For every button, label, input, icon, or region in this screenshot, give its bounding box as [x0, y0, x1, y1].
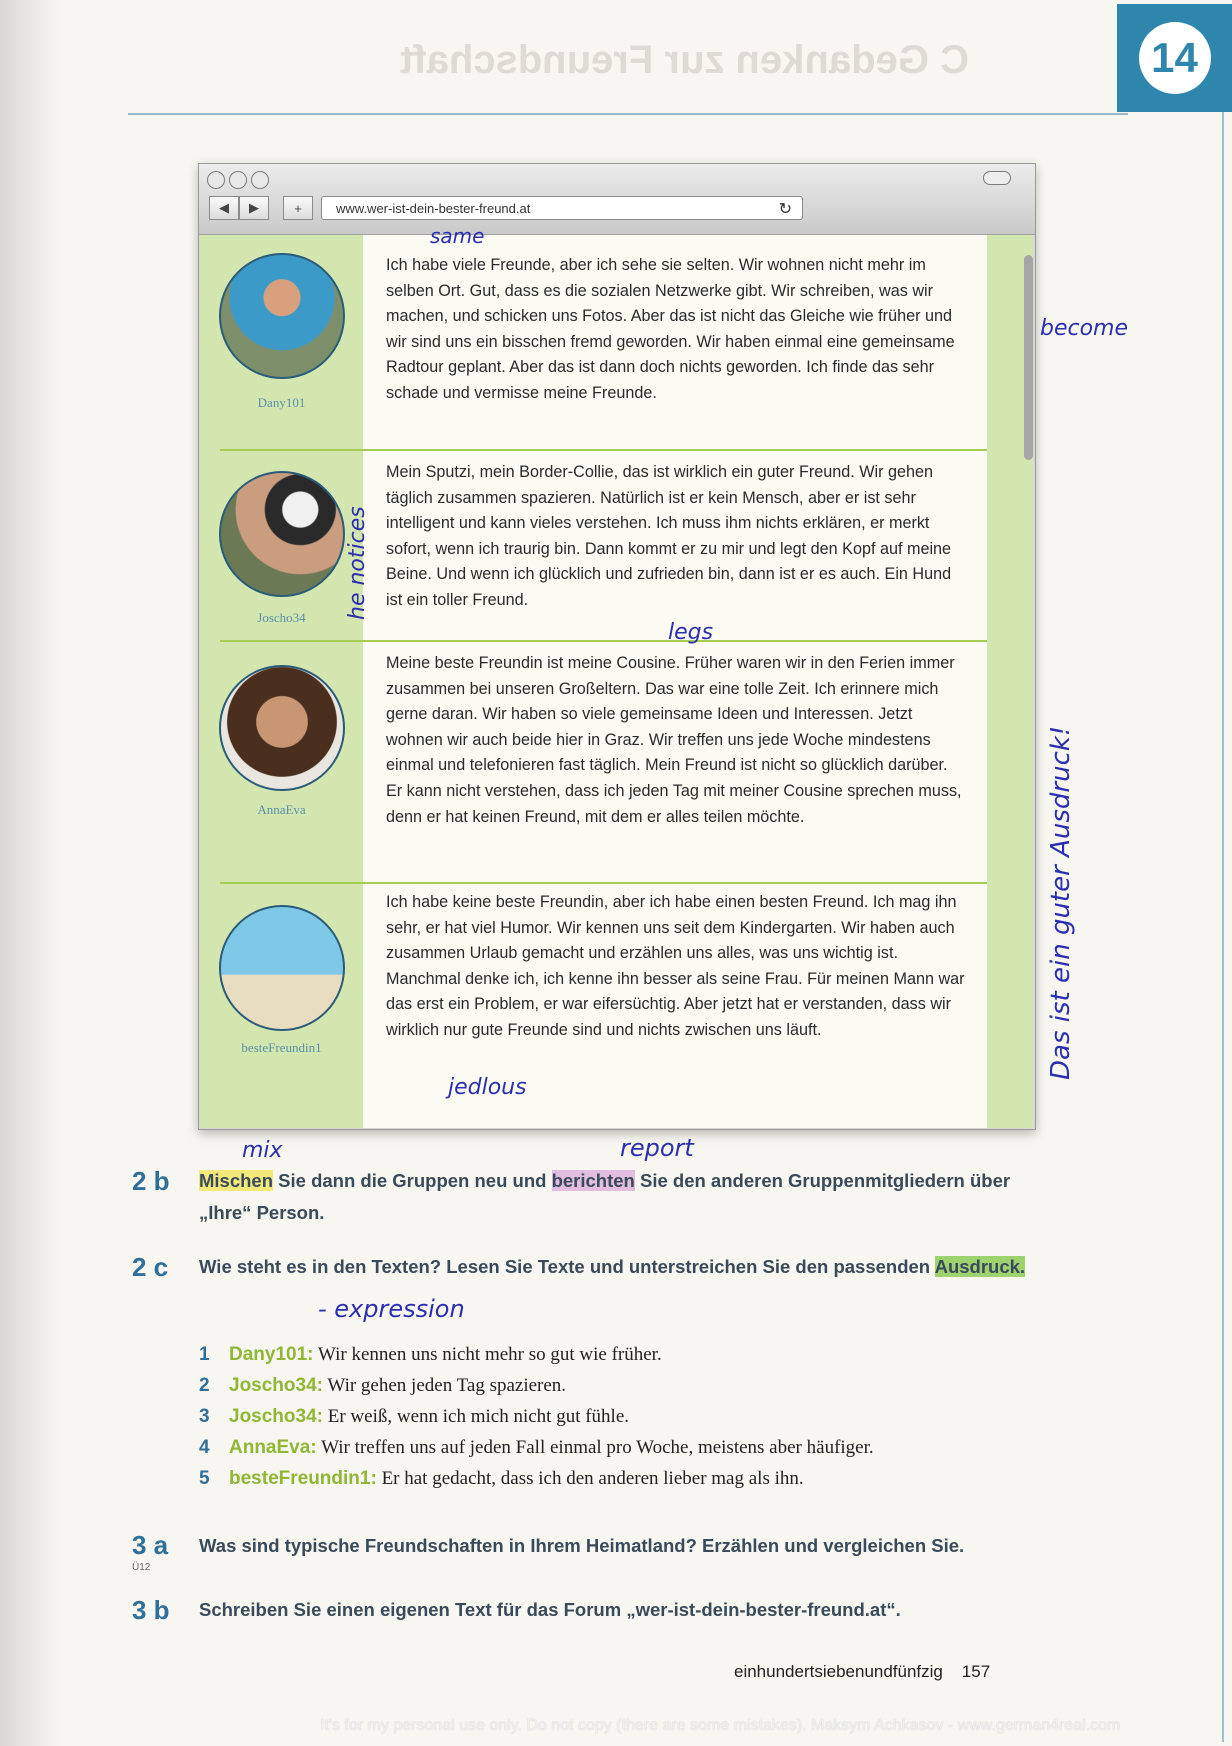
- page-binding-shadow: [0, 0, 60, 1746]
- list-item: 3 Joscho34: Er weiß, wenn ich mich nicht gut fühle.: [199, 1406, 630, 1427]
- page-word: einhundertsiebenundfünfzig: [734, 1662, 943, 1681]
- list-item: 2 Joscho34: Wir gehen jeden Tag spazieren.: [199, 1375, 567, 1396]
- task-2b-part: Sie dann die Gruppen neu und: [273, 1170, 552, 1191]
- new-tab-button[interactable]: +: [283, 196, 313, 220]
- task-3a-text: Was sind typische Freundschaften in Ihrem Heimatland? Erzählen und vergleichen Sie.: [199, 1535, 965, 1556]
- task-number: 3 a: [132, 1530, 169, 1560]
- browser-window: [198, 163, 1036, 1130]
- close-dot-icon[interactable]: [207, 171, 225, 189]
- highlight-mischen: Mischen: [199, 1170, 274, 1191]
- address-bar[interactable]: [321, 196, 803, 220]
- task-2b-text: [199, 1165, 1059, 1229]
- post-separator: [220, 882, 987, 884]
- annotation-become: become: [1040, 316, 1129, 341]
- unit-badge: [1117, 4, 1232, 112]
- page-footer: [734, 1662, 990, 1682]
- url-text: www.wer-ist-dein-bester-freund.at: [336, 201, 531, 216]
- header-rule: [128, 113, 1128, 115]
- list-item: 1 Dany101: Wir kennen uns nicht mehr so gut wie früher.: [199, 1344, 662, 1365]
- annotation-jealous: jedlous: [448, 1075, 527, 1100]
- highlight-ausdruck: Ausdruck.: [934, 1256, 1026, 1277]
- task-reference: Ü12: [132, 1562, 151, 1573]
- task-number: 2 c: [132, 1252, 169, 1282]
- post-separator: [220, 640, 987, 642]
- task-2c-part: Wie steht es in den Texten? Lesen Sie Texte und unterstreichen Sie den passenden: [199, 1256, 935, 1277]
- back-button[interactable]: ◀: [209, 196, 239, 220]
- annotation-report: report: [620, 1134, 694, 1162]
- scrollbar-thumb[interactable]: [1024, 255, 1033, 460]
- avatar: [219, 471, 345, 597]
- reload-icon[interactable]: ↻: [778, 201, 792, 218]
- task-2b-part: Sie den anderen Gruppenmitgliedern über „Ihre“ Person.: [199, 1170, 1011, 1223]
- list-item: 4 AnnaEva: Wir treffen uns auf jeden Fall einmal pro Woche, meistens aber häufiger.: [199, 1437, 874, 1458]
- watermark: It's for my personal use only. Do not copy (there are some mistakes). Maksym Achkasov - www.german4real.com: [320, 1717, 1121, 1734]
- annotation-expression: - expression: [318, 1295, 465, 1323]
- maximize-dot-icon[interactable]: [251, 171, 269, 189]
- task-number: 2 b: [132, 1166, 170, 1196]
- task-3b-text: Schreiben Sie einen eigenen Text für das Forum „wer-ist-dein-bester-freund.at“.: [199, 1599, 901, 1620]
- browser-titlebar: [199, 164, 1035, 235]
- forward-button[interactable]: ▶: [239, 196, 269, 220]
- minimize-dot-icon[interactable]: [229, 171, 247, 189]
- annotation-margin-note: Das ist ein guter Ausdruck!: [1046, 725, 1076, 1080]
- annotation-he-notices: he notices: [345, 506, 370, 620]
- statement-list: [199, 1344, 1099, 1499]
- annotation-legs: legs: [668, 620, 714, 645]
- forum-content: [200, 235, 1033, 1128]
- post-username: Joscho34: [257, 610, 306, 625]
- post-text: Ich habe viele Freunde, aber ich sehe sie selten. Wir wohnen nicht mehr im selben Ort. Gut, dass es die sozialen Netzwerke gibt. Wir schreiben, was wir machen, und schicken uns Fotos. Aber das ist nicht das Gleiche wie früher und wir sind uns ein bisschen fremd geworden. Wir haben einmal eine gemeinsame Radtour geplant. Aber das ist dann doch nichts geworden. Ich finde das sehr schade und vermisse meine Freunde.: [386, 256, 955, 402]
- avatar: [219, 905, 345, 1031]
- post-username: Dany101: [257, 395, 306, 410]
- task-2c-text: [199, 1251, 1059, 1283]
- post-text: Mein Sputzi, mein Border-Collie, das ist wirklich ein guter Freund. Wir gehen täglich zusammen spazieren. Natürlich ist er kein Mensch, aber er ist sehr intelligent und kann vieles verstehen. Ich muss ihm nichts erklären, er merkt sofort, wenn ich traurig bin. Dann kommt er zu mir und legt den Kopf auf meine Beine. Und wenn ich glücklich und zufrieden bin, dann ist er es auch. Ein Hund ist ein toller Freund.: [386, 463, 952, 609]
- toolbar-toggle-icon[interactable]: [983, 171, 1011, 185]
- list-item: 5 besteFreundin1: Er hat gedacht, dass ich den anderen lieber mag als ihn.: [199, 1468, 804, 1489]
- mirrored-header: C Gedanken zur Freundschaft: [400, 38, 969, 82]
- page-number: 157: [961, 1662, 991, 1681]
- post-text: Meine beste Freundin ist meine Cousine. Früher waren wir in den Ferien immer zusammen bei unseren Großeltern. Das war eine tolle Zeit. Ich erinnere mich gerne daran. Wir haben so viele gemeinsame Ideen und Interessen. Jetzt wohnen wir auch beide hier in Graz. Wir treffen uns jede Woche mindestens einmal und telefonieren fast täglich. Mein Freund ist nicht so glücklich darüber. Er kann nicht verstehen, dass ich jeden Tag mit meiner Cousine sprechen muss, denn er hat keinen Freund, mit dem er alles teilen möchte.: [386, 654, 962, 826]
- post-username: besteFreundin1: [241, 1040, 322, 1055]
- highlight-berichten: berichten: [551, 1170, 635, 1191]
- post-username: AnnaEva: [257, 802, 306, 817]
- post-text: Ich habe keine beste Freundin, aber ich habe einen besten Freund. Ich mag ihn sehr, er hat viel Humor. Wir kennen uns seit dem Kindergarten. Wir haben auch zusammen Urlaub gemacht und erzählen uns alles, was uns wichtig ist. Manchmal denke ich, ich kenne ihn besser als seine Frau. Für meinen Mann war das erst ein Problem, er war eifersüchtig. Aber jetzt hat er verstanden, dass wir wirklich nur gute Freunde sind und nichts zwischen uns läuft.: [386, 893, 965, 1039]
- annotation-same: same: [430, 224, 485, 248]
- annotation-mix: mix: [242, 1138, 283, 1163]
- post-separator: [220, 449, 987, 451]
- unit-number: 14: [1139, 22, 1211, 94]
- page-edge-line: [1222, 112, 1224, 1742]
- avatar: [219, 253, 345, 379]
- task-number: 3 b: [132, 1595, 170, 1625]
- avatar: [219, 665, 345, 791]
